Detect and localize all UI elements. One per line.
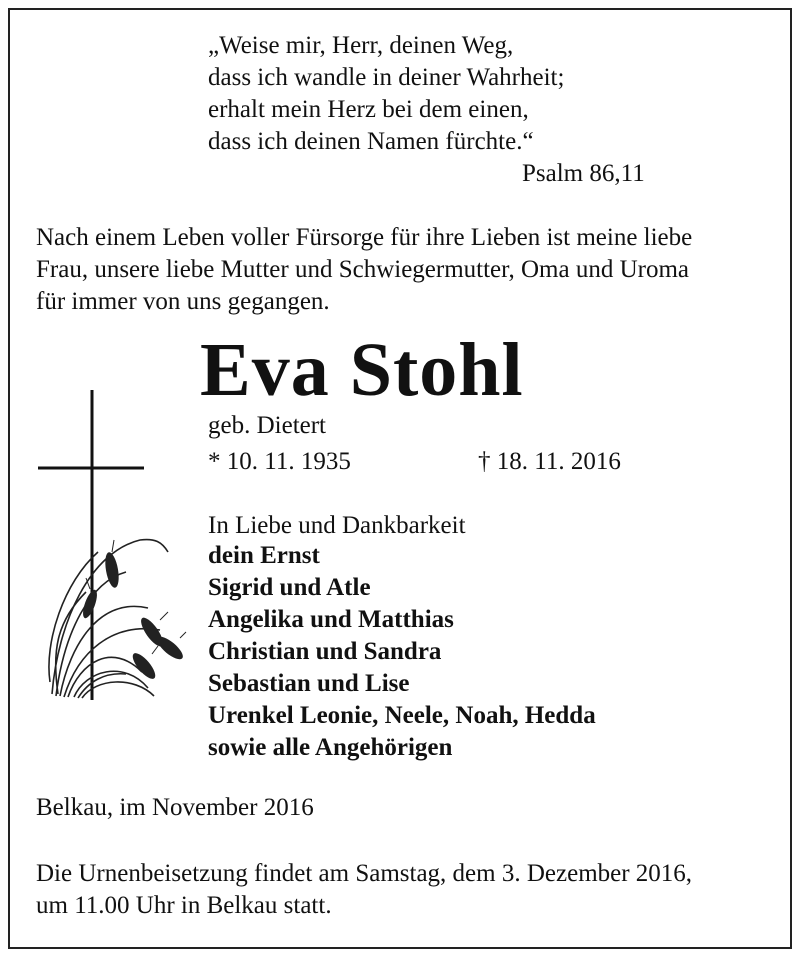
cross-with-grass-icon bbox=[30, 382, 190, 702]
verse-line-4: dass ich deinen Namen fürchte.“ bbox=[208, 128, 534, 155]
mourner-2: Sigrid und Atle bbox=[208, 574, 371, 601]
funeral-line-1: Die Urnenbeisetzung findet am Samstag, dem 3. Dezember 2016, bbox=[36, 860, 693, 887]
verse-reference: Psalm 86,11 bbox=[522, 160, 645, 187]
intro-line-3: für immer von uns gegangen. bbox=[36, 288, 330, 315]
mourners-intro: In Liebe und Dankbarkeit bbox=[208, 512, 466, 539]
birth-date: * 10. 11. 1935 bbox=[208, 448, 351, 475]
funeral-line-2: um 11.00 Uhr in Belkau statt. bbox=[36, 892, 332, 919]
mourner-4: Christian und Sandra bbox=[208, 638, 442, 665]
place-date: Belkau, im November 2016 bbox=[36, 794, 314, 821]
intro-line-1: Nach einem Leben voller Fürsorge für ihre Lieben ist meine liebe bbox=[36, 224, 693, 251]
birth-name: geb. Dietert bbox=[208, 412, 327, 439]
intro-line-2: Frau, unsere liebe Mutter und Schwiegermutter, Oma und Uroma bbox=[36, 256, 689, 283]
verse-line-1: „Weise mir, Herr, deinen Weg, bbox=[208, 32, 514, 59]
deceased-name: Eva Stohl bbox=[200, 328, 524, 412]
mourner-7: sowie alle Angehörigen bbox=[208, 734, 453, 761]
mourner-5: Sebastian und Lise bbox=[208, 670, 410, 697]
mourner-3: Angelika und Matthias bbox=[208, 606, 454, 633]
death-date: † 18. 11. 2016 bbox=[478, 448, 621, 475]
mourner-1: dein Ernst bbox=[208, 542, 320, 569]
verse-line-3: erhalt mein Herz bei dem einen, bbox=[208, 96, 529, 123]
verse-line-2: dass ich wandle in deiner Wahrheit; bbox=[208, 64, 565, 91]
mourner-6: Urenkel Leonie, Neele, Noah, Hedda bbox=[208, 702, 596, 729]
